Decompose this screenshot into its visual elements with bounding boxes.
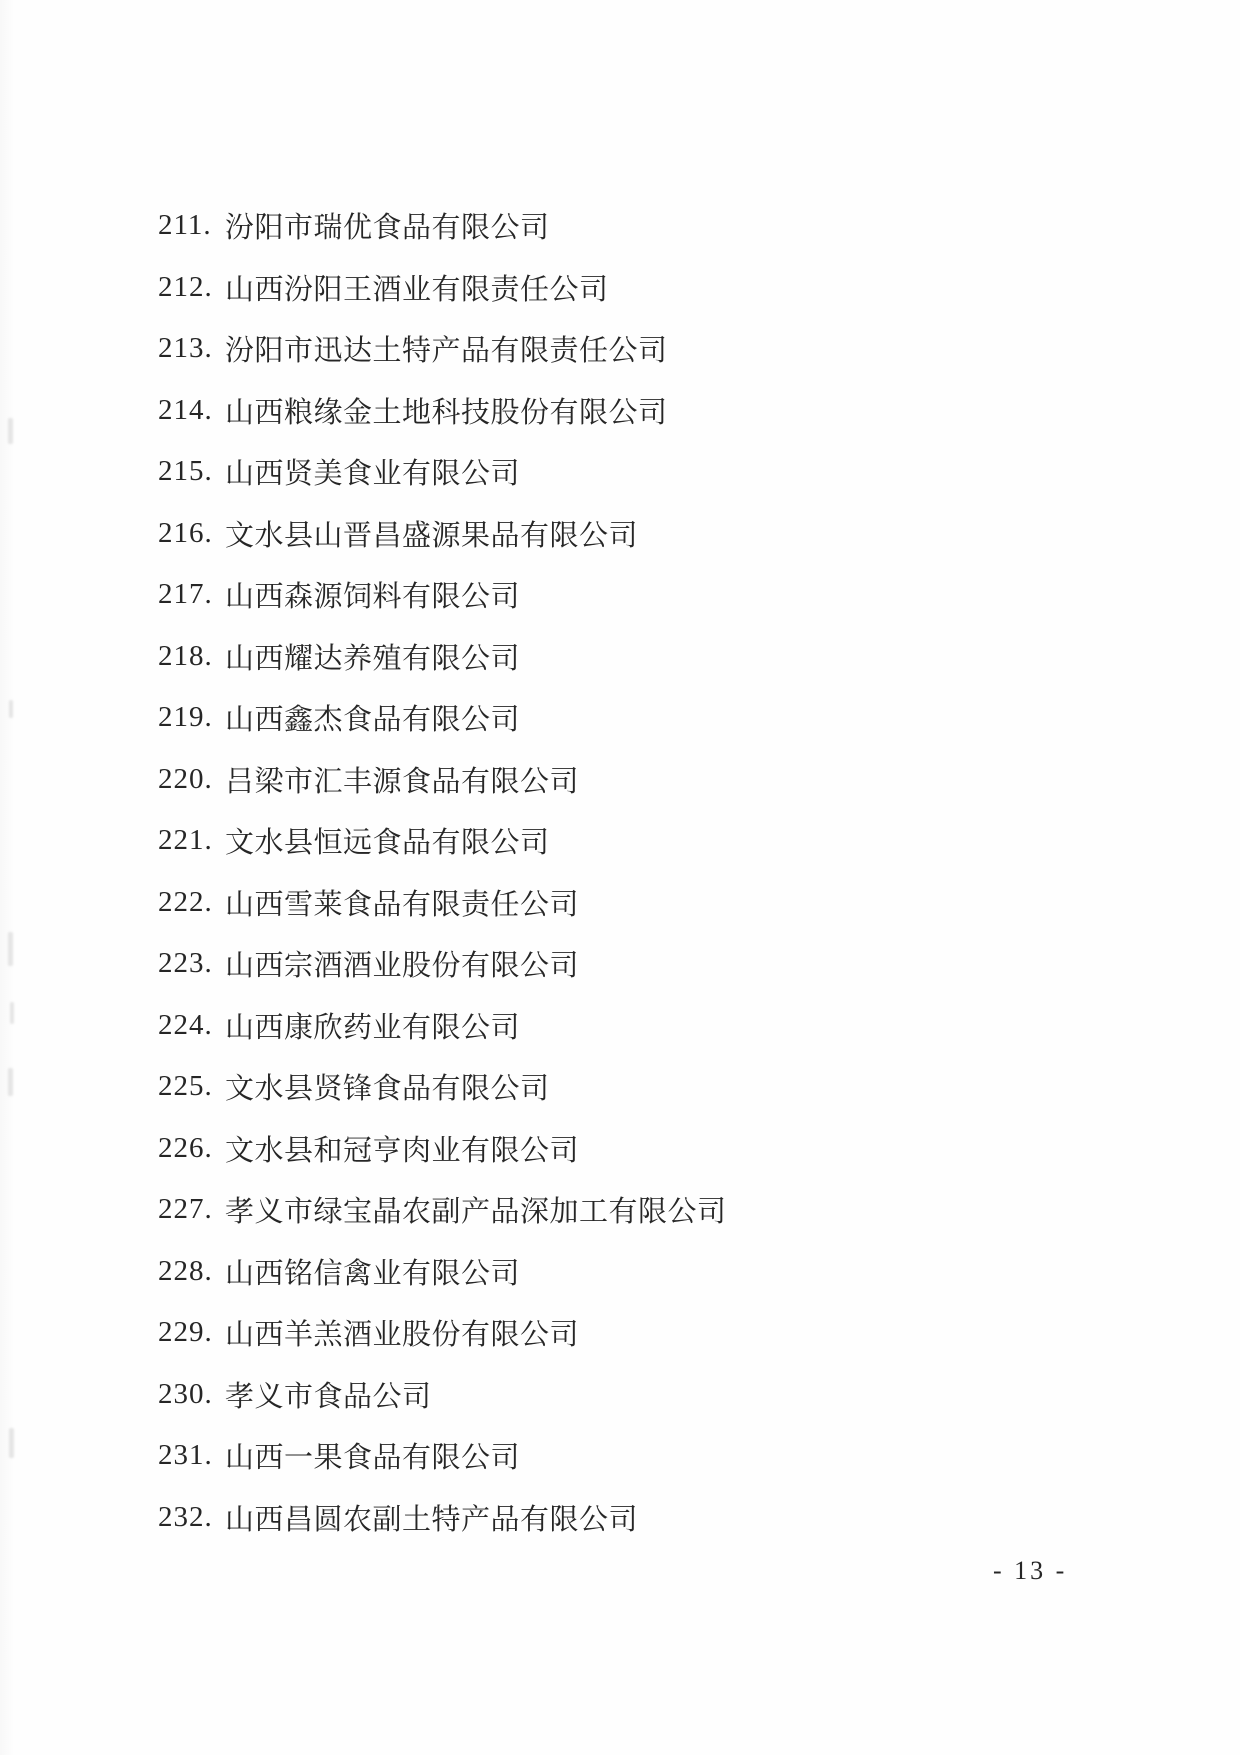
company-name: 文水县恒远食品有限公司 (225, 827, 550, 860)
company-name: 汾阳市迅达土特产品有限责任公司 (225, 335, 668, 368)
company-name: 山西森源饲料有限公司 (225, 581, 521, 614)
list-item (158, 995, 1210, 1057)
list-item (158, 1179, 1210, 1241)
company-name: 山西宗酒酒业股份有限公司 (225, 950, 580, 983)
company-name: 吕梁市汇丰源食品有限公司 (225, 765, 580, 798)
company-name: 文水县和冠亨肉业有限公司 (225, 1134, 580, 1167)
item-number: 215. (158, 455, 213, 488)
item-number: 226. (158, 1131, 213, 1164)
company-list (158, 195, 1210, 1548)
scan-edge-shading (0, 0, 14, 1755)
list-item (158, 1241, 1210, 1303)
item-number: 232. (158, 1500, 213, 1533)
item-number: 220. (158, 762, 213, 795)
item-number: 231. (158, 1439, 213, 1472)
scan-artifact (10, 1002, 14, 1024)
company-name: 汾阳市瑞优食品有限公司 (225, 212, 550, 245)
company-name: 文水县贤锋食品有限公司 (225, 1073, 550, 1106)
list-item (158, 195, 1210, 257)
company-name: 山西铭信禽业有限公司 (225, 1257, 521, 1290)
company-name: 山西昌圆农副土特产品有限公司 (225, 1503, 639, 1536)
list-item (158, 1425, 1210, 1487)
company-name: 文水县山晋昌盛源果品有限公司 (225, 519, 639, 552)
item-number: 228. (158, 1254, 213, 1287)
list-item (158, 933, 1210, 995)
item-number: 211. (158, 209, 212, 242)
list-item (158, 318, 1210, 380)
item-number: 222. (158, 885, 213, 918)
list-item (158, 810, 1210, 872)
list-item (158, 872, 1210, 934)
company-name: 山西康欣药业有限公司 (225, 1011, 521, 1044)
list-item (158, 749, 1210, 811)
list-item (158, 380, 1210, 442)
list-item (158, 1056, 1210, 1118)
company-name: 山西耀达养殖有限公司 (225, 642, 521, 675)
list-item (158, 503, 1210, 565)
item-number: 223. (158, 947, 213, 980)
item-number: 224. (158, 1008, 213, 1041)
scan-artifact (8, 932, 13, 966)
item-number: 229. (158, 1316, 213, 1349)
item-number: 221. (158, 824, 213, 857)
company-name: 山西汾阳王酒业有限责任公司 (225, 273, 609, 306)
item-number: 213. (158, 332, 213, 365)
list-item (158, 1364, 1210, 1426)
item-number: 214. (158, 393, 213, 426)
company-name: 山西雪莱食品有限责任公司 (225, 888, 580, 921)
item-number: 225. (158, 1070, 213, 1103)
company-name: 山西鑫杰食品有限公司 (225, 704, 521, 737)
item-number: 227. (158, 1193, 213, 1226)
item-number: 230. (158, 1377, 213, 1410)
item-number: 212. (158, 270, 213, 303)
company-name: 孝义市食品公司 (225, 1380, 432, 1413)
item-number: 216. (158, 516, 213, 549)
scan-artifact (9, 1428, 14, 1458)
company-name: 山西贤美食业有限公司 (225, 458, 521, 491)
list-item (158, 1487, 1210, 1549)
list-item (158, 257, 1210, 319)
item-number: 219. (158, 701, 213, 734)
list-item (158, 626, 1210, 688)
company-name: 山西粮缘金土地科技股份有限公司 (225, 396, 668, 429)
company-name: 山西羊羔酒业股份有限公司 (225, 1319, 580, 1352)
company-name: 山西一果食品有限公司 (225, 1442, 521, 1475)
list-item (158, 1302, 1210, 1364)
list-item (158, 564, 1210, 626)
item-number: 218. (158, 639, 213, 672)
scan-artifact (9, 700, 13, 718)
scan-artifact (8, 1068, 13, 1096)
page-number: - 13 - (993, 1556, 1068, 1585)
scan-artifact (8, 418, 13, 444)
list-item (158, 1118, 1210, 1180)
company-name: 孝义市绿宝晶农副产品深加工有限公司 (225, 1196, 727, 1229)
list-item (158, 687, 1210, 749)
item-number: 217. (158, 578, 213, 611)
list-item (158, 441, 1210, 503)
